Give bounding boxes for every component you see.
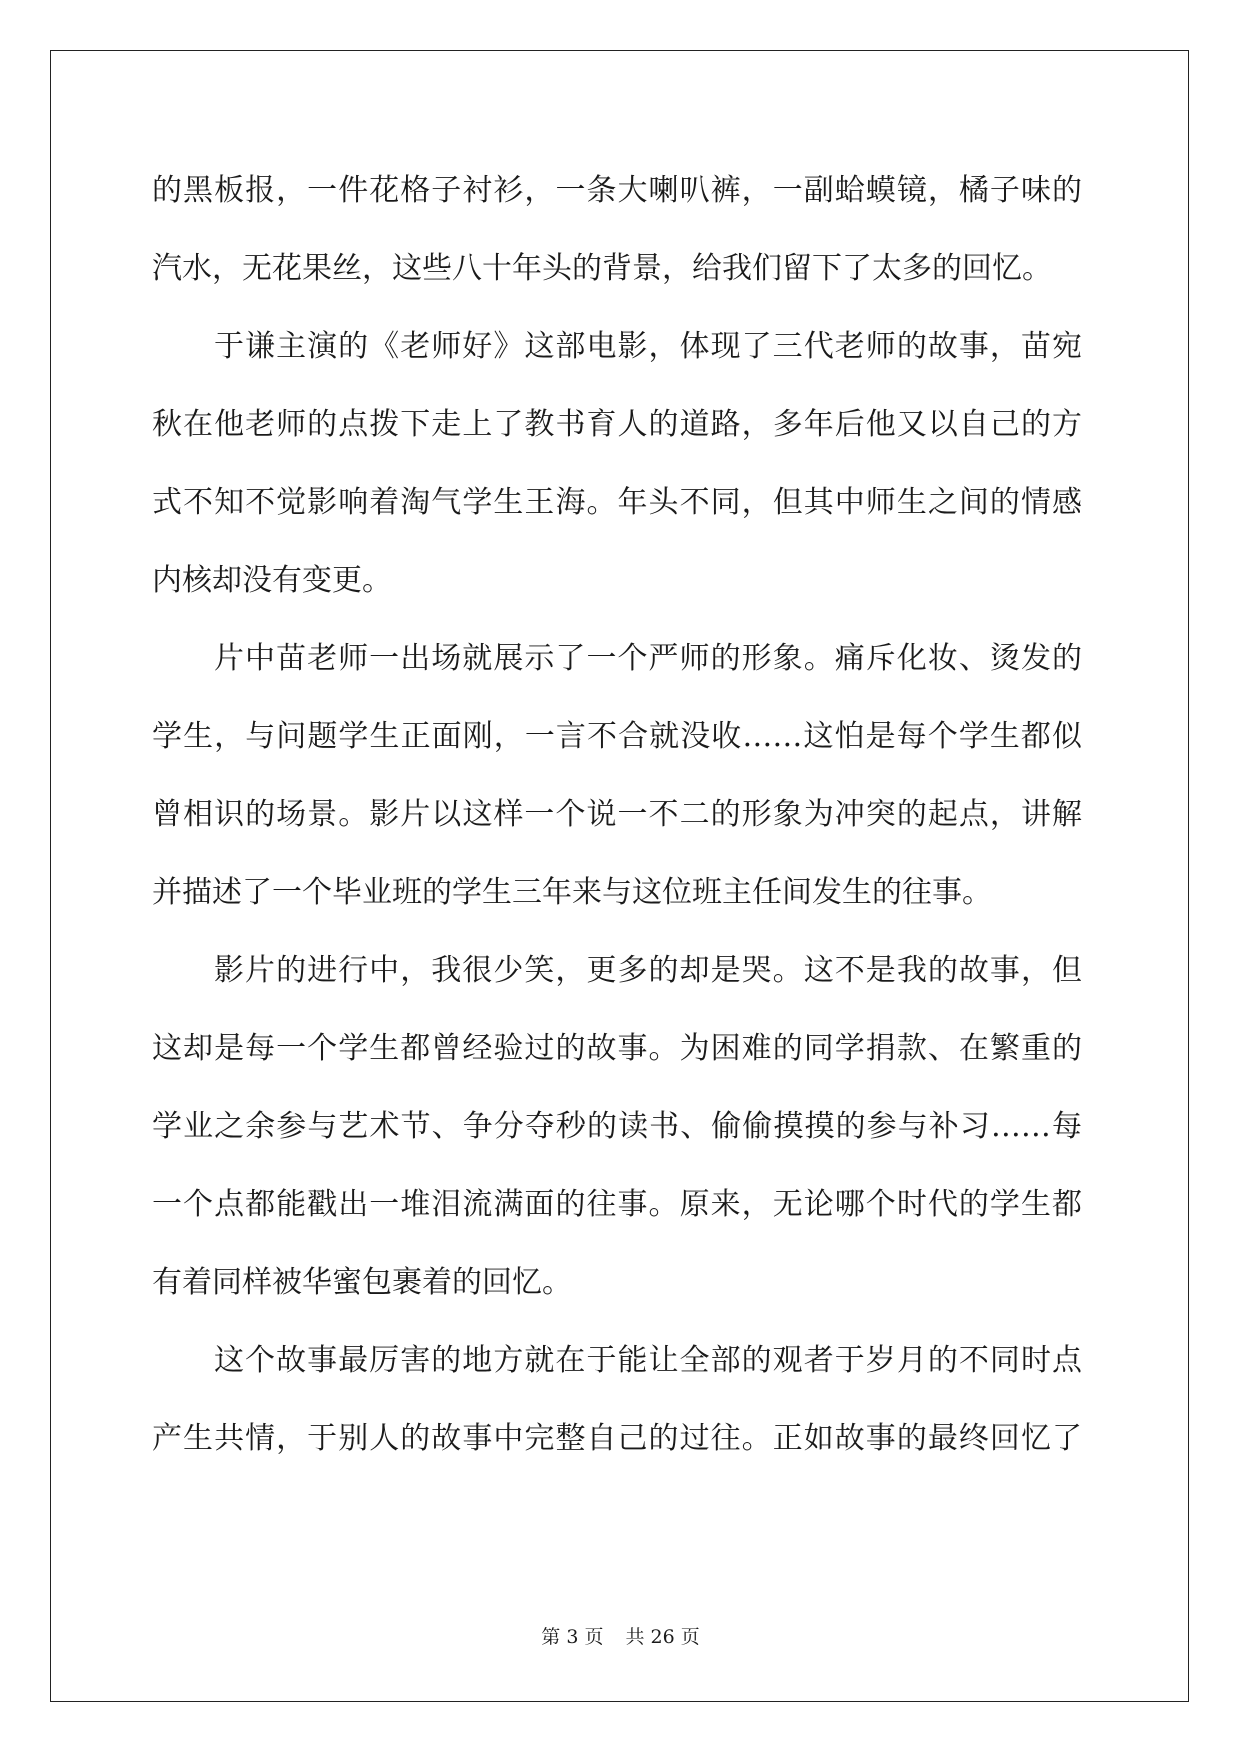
text-line: 影片的进行中，我很少笑，更多的却是哭。这不是我的故事，但 [214,953,1082,988]
text-line: 并描述了一个毕业班的学生三年来与这位班主任间发生的往事。 [152,875,992,910]
text-line: 学生，与问题学生正面刚，一言不合就没收……这怕是每个学生都似 [152,719,1082,754]
text-line: 汽水，无花果丝，这些八十年头的背景，给我们留下了太多的回忆。 [152,251,1052,286]
text-line: 片中苗老师一出场就展示了一个严师的形象。痛斥化妆、烫发的 [214,641,1082,676]
text-line: 的黑板报，一件花格子衬衫，一条大喇叭裤，一副蛤蟆镜，橘子味的 [152,173,1082,208]
page-footer [0,1622,1241,1649]
text-line: 秋在他老师的点拨下走上了教书育人的道路，多年后他又以自己的方 [152,407,1082,442]
text-line: 学业之余参与艺术节、争分夺秒的读书、偷偷摸摸的参与补习……每 [152,1109,1082,1144]
text-line: 式不知不觉影响着淘气学生王海。年头不同，但其中师生之间的情感 [152,485,1082,520]
page-number: 第 3 页 [541,1626,604,1648]
text-line: 这却是每一个学生都曾经验过的故事。为困难的同学捐款、在繁重的 [152,1031,1082,1066]
text-line: 一个点都能戳出一堆泪流满面的往事。原来，无论哪个时代的学生都 [152,1187,1082,1222]
text-line: 于谦主演的《老师好》这部电影，体现了三代老师的故事，苗宛 [214,329,1082,364]
page-total: 共 26 页 [625,1626,700,1648]
text-line: 有着同样被华蜜包裹着的回忆。 [152,1265,572,1300]
text-line: 内核却没有变更。 [152,563,392,598]
text-line: 曾相识的场景。影片以这样一个说一不二的形象为冲突的起点，讲解 [152,797,1082,832]
document-body [152,158,1082,1484]
text-line: 产生共情，于别人的故事中完整自己的过往。正如故事的最终回忆了 [152,1421,1082,1456]
text-line: 这个故事最厉害的地方就在于能让全部的观者于岁月的不同时点 [214,1343,1082,1378]
